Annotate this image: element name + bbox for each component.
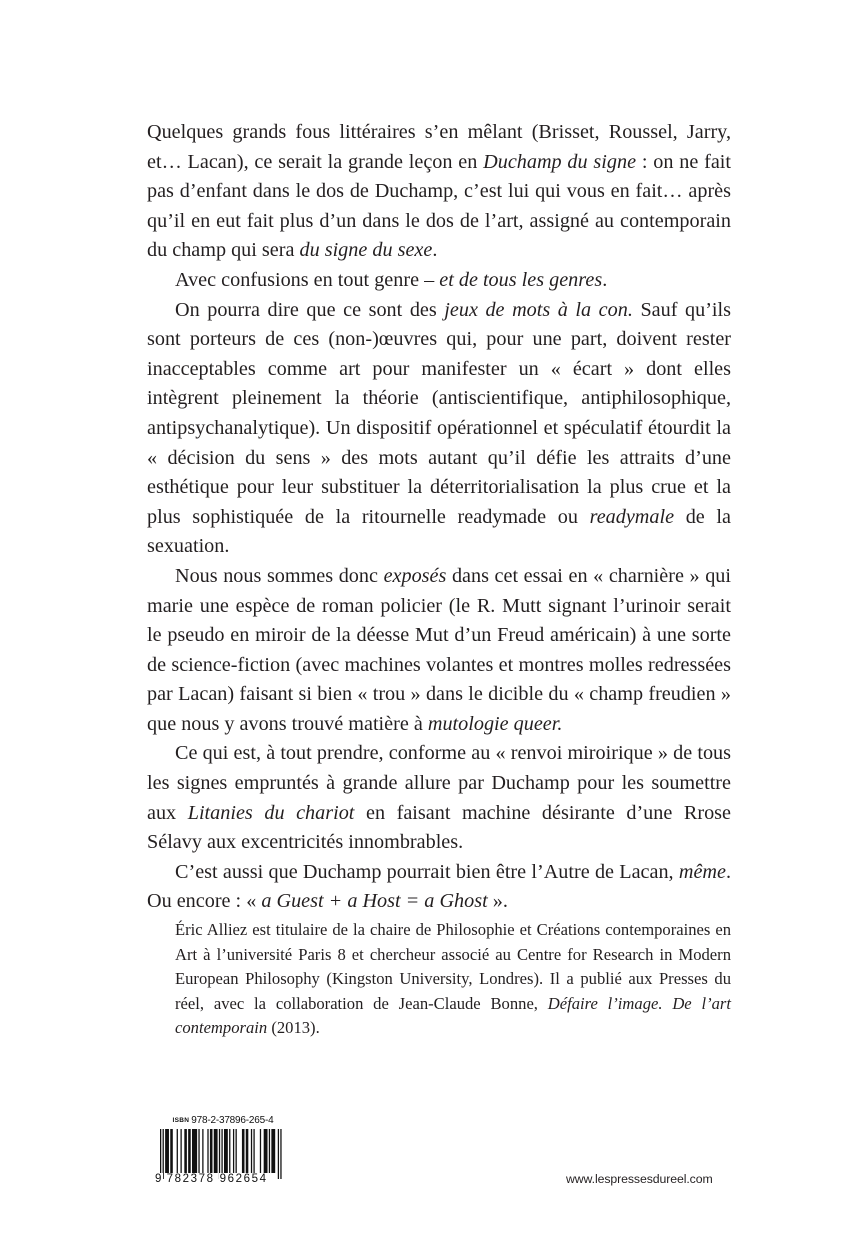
italic-text: Défaire l’image. De l’art contemporain — [175, 993, 731, 1038]
text-run: . — [432, 239, 438, 262]
isbn-label — [158, 1115, 288, 1126]
barcode-guard-bar — [163, 1129, 164, 1179]
barcode-bar — [188, 1129, 191, 1173]
text-run: Éric Alliez est titulaire de la chaire de Philosophie et Créations contemporaines en Art à l’université Paris 8 et chercheur associé au Centre for Research in Modern European Philosophy (Kingston University, Londres). Il a publié aux Presses du réel, avec la collaboration de Jean-Claude Bonne, — [175, 920, 731, 1013]
text-run: . — [602, 268, 608, 291]
barcode-digits — [155, 1173, 284, 1185]
barcode-bars — [158, 1129, 284, 1179]
italic-text: a Guest + a Host = a Ghost — [261, 890, 488, 913]
barcode-bar — [180, 1129, 181, 1173]
barcode-bar — [269, 1129, 270, 1173]
text-run: Nous nous sommes donc — [175, 564, 384, 587]
barcode-bar — [246, 1129, 249, 1173]
barcode-bar — [260, 1129, 261, 1173]
barcode-guard-bar — [280, 1129, 281, 1179]
text-run: (2013). — [267, 1018, 320, 1038]
paragraph — [147, 562, 731, 740]
barcode-bar — [192, 1129, 197, 1173]
barcode-bar — [198, 1129, 199, 1173]
isbn-number: 978-2-37896-265-4 — [191, 1115, 274, 1126]
author-bio-paragraph — [175, 918, 731, 1041]
barcode-bar — [251, 1129, 252, 1173]
author-bio — [175, 918, 731, 1041]
text-run: de la sexuation. — [147, 505, 731, 558]
italic-text: readymale — [589, 505, 675, 528]
italic-text: Duchamp du signe — [483, 150, 637, 173]
barcode-guard-bar — [160, 1129, 161, 1179]
barcode-guard-bar — [221, 1129, 222, 1179]
barcode-bar — [229, 1129, 230, 1173]
isbn-prefix: ISBN — [172, 1117, 190, 1124]
barcode-first-digit: 9 — [155, 1173, 162, 1185]
barcode-bar — [253, 1129, 254, 1173]
barcode-bar — [264, 1129, 268, 1173]
text-run: . Ou encore : « — [147, 860, 731, 913]
barcode-guard-bar — [278, 1129, 279, 1179]
barcode-left-group: 782378 — [166, 1173, 215, 1185]
barcode-right-group: 962654 — [219, 1173, 268, 1185]
barcode-bar — [214, 1129, 218, 1173]
barcode-bar — [184, 1129, 187, 1173]
paragraph — [147, 858, 731, 917]
text-run: Sauf qu’ils sont porteurs de ces (non-)œuvres qui, pour une part, doivent rester inacceptables comme art pour manifester un « écart » dont elles intègrent pleinement la théorie (antiscientifique, antiphilosophique, antipsychanalytique). Un dispositif opérationnel et spéculatif étourdit la « décision du sens » des mots autant qu’il défie les attraits d’une esthétique pour leur substituer la déterritorialisation la plus crue et la plus sophistiquée de la ritournelle readymade ou — [147, 298, 731, 528]
publisher-website[interactable]: www.lespressesdureel.com — [566, 1172, 713, 1186]
barcode — [155, 1129, 288, 1187]
barcode-bar — [233, 1129, 234, 1173]
text-run: Quelques grands fous littéraires s’en mêlant (Brisset, Roussel, Jarry, et… Lacan), ce serait la grande leçon en — [147, 121, 731, 173]
barcode-bar — [202, 1129, 203, 1173]
italic-text: et de tous les genres — [439, 268, 603, 291]
barcode-bar — [165, 1129, 169, 1173]
barcode-bar — [224, 1129, 228, 1173]
text-run: ». — [487, 890, 508, 913]
italic-text: même — [678, 860, 726, 883]
paragraph — [147, 266, 731, 296]
italic-text: Litanies du chariot — [187, 801, 355, 824]
text-run: en faisant machine désirante d’une Rrose Sélavy aux excentricités innombrables. — [147, 801, 731, 854]
text-run: On pourra dire que ce sont des — [175, 298, 445, 321]
back-cover-text — [147, 118, 731, 917]
italic-text: exposés — [383, 564, 447, 587]
italic-text: mutologie queer. — [427, 712, 563, 735]
isbn-block — [155, 1115, 288, 1187]
italic-text: du signe du sexe — [299, 239, 433, 262]
text-run: Avec confusions en tout genre – — [175, 268, 440, 291]
barcode-guard-bar — [219, 1129, 220, 1179]
text-run: dans cet essai en « charnière » qui marie une espèce de roman policier (le R. Mutt signant l’urinoir serait le pseudo en miroir de la déesse Mut d’un Freud américain) à une sorte de science-fiction (avec machines volantes et montres molles redressées par Lacan) faisant si bien « trou » dans le dicible du « champ freudien » que nous y avons trouvé matière à — [147, 564, 731, 735]
barcode-bar — [236, 1129, 237, 1173]
barcode-bar — [210, 1129, 213, 1173]
paragraph — [147, 118, 731, 266]
text-run: : on ne fait pas d’enfant dans le dos de Duchamp, c’est lui qui vous en fait… après qu’il en eut fait plus d’un dans le dos de l’art, assigné au contemporain du champ qui sera — [147, 150, 731, 262]
text-run: C’est aussi que Duchamp pourrait bien être l’Autre de Lacan, — [175, 860, 679, 883]
text-run: Ce qui est, à tout prendre, conforme au « renvoi miroirique » de tous les signes empruntés à grande allure par Duchamp pour les soumettre aux — [147, 742, 731, 824]
paragraph — [147, 739, 731, 857]
paragraph — [147, 296, 731, 562]
italic-text: jeux de mots à la con. — [444, 298, 633, 321]
barcode-bar — [271, 1129, 275, 1173]
barcode-bar — [207, 1129, 208, 1173]
barcode-bar — [170, 1129, 173, 1173]
barcode-bar — [242, 1129, 245, 1173]
barcode-bar — [177, 1129, 178, 1173]
